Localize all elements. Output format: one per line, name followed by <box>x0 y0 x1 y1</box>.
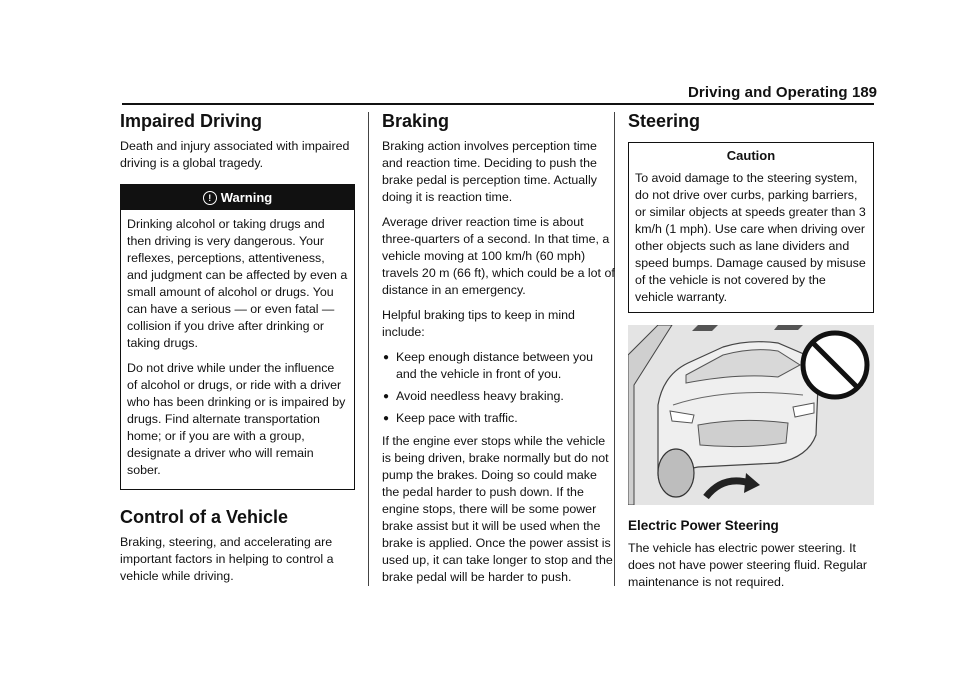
list-item-text: Keep enough distance between you and the vehicle in front of you. <box>396 350 594 381</box>
bullet-icon: ● <box>383 413 390 424</box>
header-rule <box>122 103 874 105</box>
column-divider <box>368 112 369 586</box>
running-header: Driving and Operating <box>688 84 848 101</box>
braking-paragraph: Average driver reaction time is about three-quarters of a second. In that time, a vehicle moving at 100 km/h (60 mph) travels 20 m (66 ft), which could be a lot of distance in an emergency. <box>382 215 615 297</box>
warning-icon: ! <box>203 191 217 205</box>
column-left <box>120 110 355 593</box>
warning-body <box>121 210 354 489</box>
list-item-text: Keep pace with traffic. <box>396 411 518 425</box>
control-text: Braking, steering, and accelerating are important factors in helping to control a vehicle while driving. <box>120 535 334 583</box>
braking-tips-list <box>382 349 617 427</box>
caution-box <box>628 142 874 313</box>
section-title-braking: Braking <box>382 111 450 131</box>
section-title-steering: Steering <box>628 111 701 131</box>
section-title-control: Control of a Vehicle <box>120 507 289 527</box>
list-item-text: Avoid needless heavy braking. <box>396 389 564 403</box>
list-item <box>382 388 617 405</box>
impaired-intro: Death and injury associated with impaired driving is a global tragedy. <box>120 139 350 170</box>
page-number: 189 <box>852 84 878 101</box>
list-item <box>382 410 617 427</box>
caution-label: Caution <box>726 148 776 163</box>
bullet-icon: ● <box>383 391 390 402</box>
vehicle-curb-drawing <box>628 325 874 505</box>
column-right <box>628 110 874 599</box>
braking-paragraph: Braking action involves perception time and reaction time. Deciding to push the brake pedal is perception time. Actually doing it is reaction time. <box>382 139 597 204</box>
subsection-title-eps: Electric Power Steering <box>628 518 779 533</box>
warning-box <box>120 184 355 490</box>
warning-header <box>121 185 354 210</box>
warning-paragraph: Do not drive while under the influence of alcohol or drugs, or ride with a driver who has been drinking or is impaired by drugs. Find alternate transportation home; or if you are with a group, designate a driver who will remain sober. <box>127 361 346 477</box>
braking-paragraph: If the engine ever stops while the vehicle is being driven, brake normally but do not pump the brakes. Doing so could make the pedal harder to push down. If the engine stops, there will be some power brake assist but it will be used when the brake is applied. Once the power assist is used up, it can take longer to stop and the brake pedal will be harder to push. <box>382 434 613 584</box>
column-middle <box>382 110 617 594</box>
warning-paragraph: Drinking alcohol or taking drugs and then driving is very dangerous. Your reflexes, perceptions, attentiveness, and judgment can be affected by even a small amount of alcohol or drugs. You can have a serious — or even fatal — collision if you drive after drinking or taking drugs. <box>127 217 348 350</box>
warning-label: Warning <box>220 190 273 205</box>
section-title-impaired: Impaired Driving <box>120 111 263 131</box>
list-item <box>382 349 617 383</box>
eps-text: The vehicle has electric power steering. It does not have power steering fluid. Regular maintenance is not required. <box>628 541 868 589</box>
braking-paragraph: Helpful braking tips to keep in mind include: <box>382 308 575 339</box>
bullet-icon: ● <box>383 352 390 363</box>
curb-illustration <box>628 325 874 505</box>
caution-text: To avoid damage to the steering system, do not drive over curbs, parking barriers, or similar objects at speeds greater than 3 km/h (1 mph). Use care when driving over other objects such as lane dividers and speed bumps. Damage caused by misuse of the vehicle is not covered by the vehicle warranty. <box>635 171 866 304</box>
